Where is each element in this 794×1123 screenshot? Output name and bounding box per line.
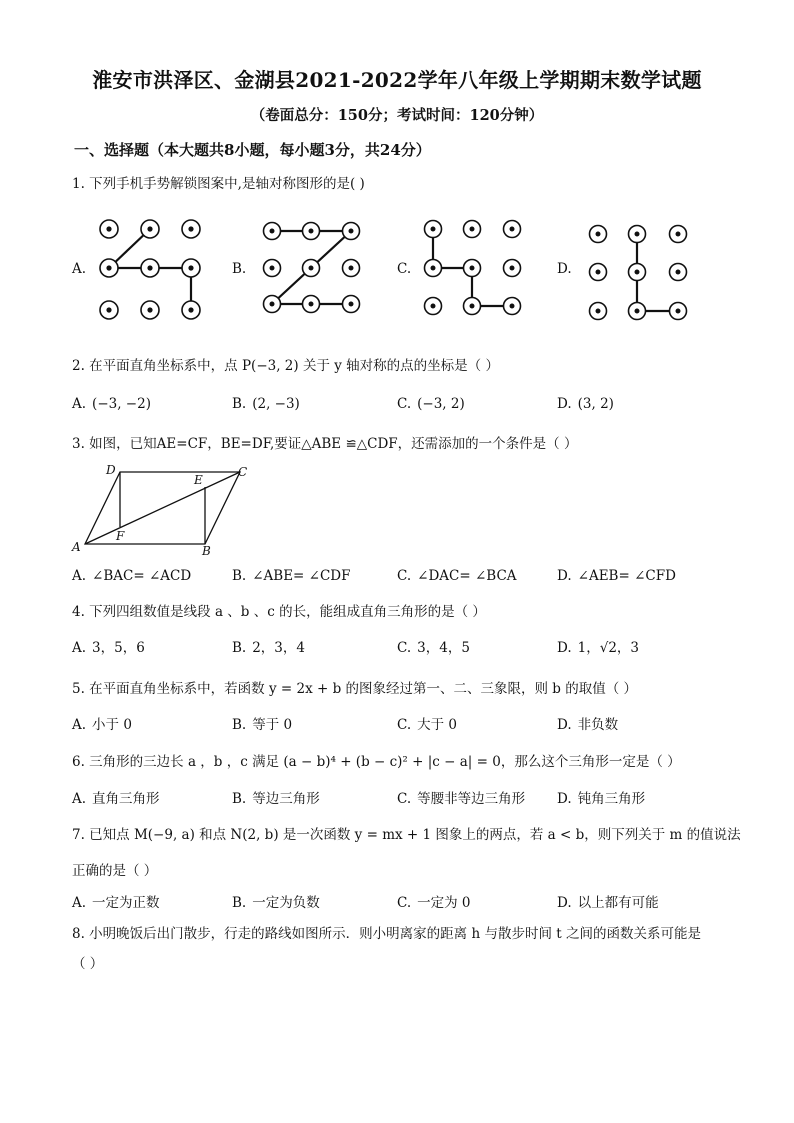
q1-option-c-label: C.: [397, 261, 412, 277]
q2-option-a: A. (−3, −2): [72, 396, 151, 412]
q5-option-d: D. 非负数: [557, 717, 619, 733]
q6-option-a: A. 直角三角形: [72, 791, 160, 807]
q6-option-d: D. 钝角三角形: [557, 791, 646, 807]
exam-info: （卷面总分：150分；考试时间：120分钟）: [250, 107, 544, 124]
question-7-stem: 7. 已知点 M(−9, a) 和点 N(2, b) 是一次函数 y = mx + 1 图象上的两点，若 a < b，则下列关于 m 的值说法: [72, 827, 741, 843]
question-7-stem-cont: 正确的是（ ）: [72, 863, 158, 879]
question-3-stem: 3. 如图，已知AE=CF，BE=DF,要证△ABE ≌△CDF，还需添加的一个条件是（ ）: [72, 436, 578, 452]
section-heading: 一、选择题（本大题共8小题，每小题3分，共24分）: [74, 141, 431, 159]
q4-option-b: B. 2，3，4: [232, 640, 305, 656]
question-1-stem: 1. 下列手机手势解锁图案中,是轴对称图形的是( ): [72, 176, 365, 192]
q7-option-d: D. 以上都有可能: [557, 895, 659, 911]
question-5-stem: 5. 在平面直角坐标系中，若函数 y = 2x + b 的图象经过第一、二、三象限，则 b 的取值（ ）: [72, 681, 638, 697]
question-4-stem: 4. 下列四组数值是线段 a 、b 、c 的长，能组成直角三角形的是（ ）: [72, 604, 486, 620]
label-f: F: [116, 529, 125, 543]
q6-option-b: B. 等边三角形: [232, 791, 320, 807]
question-6-stem: 6. 三角形的三边长 a ，b ，c 满足 (a − b)⁴ + (b − c)² + |c − a| = 0，那么这个三角形一定是（ ）: [72, 754, 681, 770]
q1-pattern-c: [419, 215, 531, 320]
q3-parallelogram-figure: [70, 460, 260, 560]
q2-option-c: C. (−3, 2): [397, 396, 465, 412]
label-c: C: [238, 465, 248, 479]
page-title: 淮安市洪泽区、金湖县2021-2022学年八年级上学期期末数学试题: [92, 68, 702, 92]
question-8-stem-cont: （ ）: [72, 956, 104, 972]
question-8-stem: 8. 小明晚饭后出门散步，行走的路线如图所示．则小明离家的距离 h 与散步时间 t 之间的函数关系可能是: [72, 926, 701, 942]
q4-option-d: D. 1，√2，3: [557, 640, 640, 656]
label-a: A: [72, 540, 81, 554]
q2-option-d: D. (3, 2): [557, 396, 614, 412]
q3-option-b: B. ∠ABE= ∠CDF: [232, 568, 351, 584]
q1-option-b-label: B.: [232, 261, 247, 277]
label-e: E: [194, 473, 203, 487]
q5-option-c: C. 大于 0: [397, 717, 458, 733]
q7-option-b: B. 一定为负数: [232, 895, 320, 911]
q1-pattern-d: [585, 221, 695, 326]
q7-option-c: C. 一定为 0: [397, 895, 471, 911]
q1-option-d-label: D.: [557, 261, 572, 277]
q5-option-b: B. 等于 0: [232, 717, 293, 733]
q4-option-c: C. 3，4，5: [397, 640, 470, 656]
q2-option-b: B. (2, −3): [232, 396, 300, 412]
q3-option-a: A. ∠BAC= ∠ACD: [72, 568, 192, 584]
label-b: B: [202, 544, 211, 558]
q1-pattern-b: [259, 217, 369, 317]
q3-option-d: D. ∠AEB= ∠CFD: [557, 568, 676, 584]
q7-option-a: A. 一定为正数: [72, 895, 160, 911]
q5-option-a: A. 小于 0: [72, 717, 132, 733]
q3-option-c: C. ∠DAC= ∠BCA: [397, 568, 517, 584]
q1-option-a-label: A.: [72, 261, 87, 277]
question-2-stem: 2. 在平面直角坐标系中，点 P(−3, 2) 关于 y 轴对称的点的坐标是（ ）: [72, 358, 499, 374]
q6-option-c: C. 等腰非等边三角形: [397, 791, 526, 807]
label-d: D: [106, 463, 116, 477]
q1-pattern-a: [94, 214, 214, 326]
q4-option-a: A. 3，5，6: [72, 640, 145, 656]
